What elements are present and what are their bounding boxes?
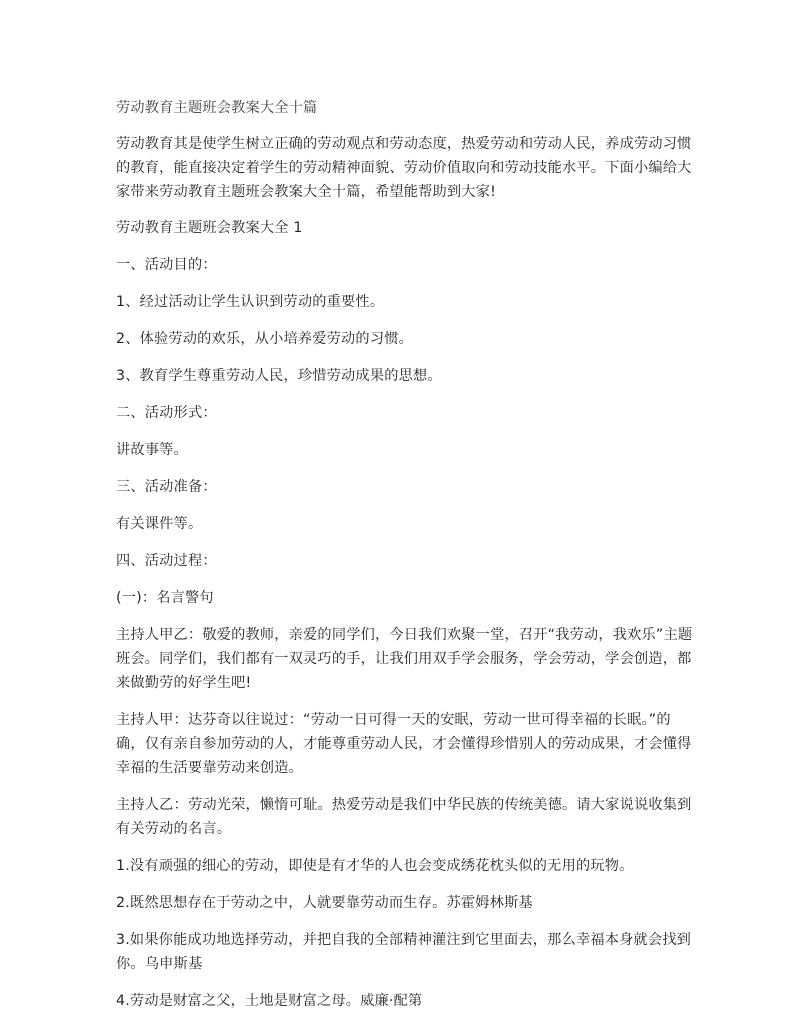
quote-2: 2.既然思想存在于劳动之中，人就要靠劳动而生存。苏霍姆林斯基 xyxy=(116,895,533,911)
goal-item-2: 2、体验劳动的欢乐，从小培养爱劳动的习惯。 xyxy=(116,331,413,347)
document-body xyxy=(116,96,696,1013)
process-subheading: (一)：名言警句 xyxy=(116,590,214,606)
quote-1: 1.没有顽强的细心的劳动，即使是有才华的人也会变成绣花枕头似的无用的玩物。 xyxy=(116,858,634,874)
form-text: 讲故事等。 xyxy=(116,442,188,458)
dialogue-host-a: 主持人甲：达芬奇以往说过：“劳动一日可得一天的安眠，劳动一世可得幸福的长眠。”的确，仅有亲自参加劳动的人，才能尊重劳动人民，才会懂得珍惜别人的劳动成果，才会懂得幸福的生活要靠劳动来创造。 xyxy=(116,712,692,776)
document-title: 劳动教育主题班会教案大全十篇 xyxy=(116,100,318,116)
section-process-heading: 四、活动过程： xyxy=(116,553,217,569)
quote-4: 4.劳动是财富之父，土地是财富之母。威廉·配第 xyxy=(116,993,423,1009)
quote-3: 3.如果你能成功地选择劳动，并把自我的全部精神灌注到它里面去，那么幸福本身就会找到你。乌申斯基 xyxy=(116,932,692,972)
lesson-subtitle: 劳动教育主题班会教案大全 1 xyxy=(116,220,303,236)
intro-paragraph: 劳动教育其是使学生树立正确的劳动观点和劳动态度，热爱劳动和劳动人民，养成劳动习惯的教育，能直接决定着学生的劳动精神面貌、劳动价值取向和劳动技能水平。下面小编给大家带来劳动教育主题班会教案大全十篇，希望能帮助到大家! xyxy=(116,136,692,200)
dialogue-host-b: 主持人乙：劳动光荣，懒惰可耻。热爱劳动是我们中华民族的传统美德。请大家说说收集到有关劳动的名言。 xyxy=(116,797,692,837)
prep-text: 有关课件等。 xyxy=(116,516,203,532)
goal-item-1: 1、经过活动让学生认识到劳动的重要性。 xyxy=(116,294,385,310)
section-goal-heading: 一、活动目的： xyxy=(116,257,217,273)
section-form-heading: 二、活动形式： xyxy=(116,405,217,421)
section-prep-heading: 三、活动准备： xyxy=(116,479,217,495)
dialogue-host-ab: 主持人甲乙：敬爱的教师，亲爱的同学们，今日我们欢聚一堂，召开“我劳动，我欢乐”主题班会。同学们，我们都有一双灵巧的手，让我们用双手学会服务，学会劳动，学会创造，都来做勤劳的好学生吧! xyxy=(116,627,693,691)
goal-item-3: 3、教育学生尊重劳动人民，珍惜劳动成果的思想。 xyxy=(116,368,442,384)
